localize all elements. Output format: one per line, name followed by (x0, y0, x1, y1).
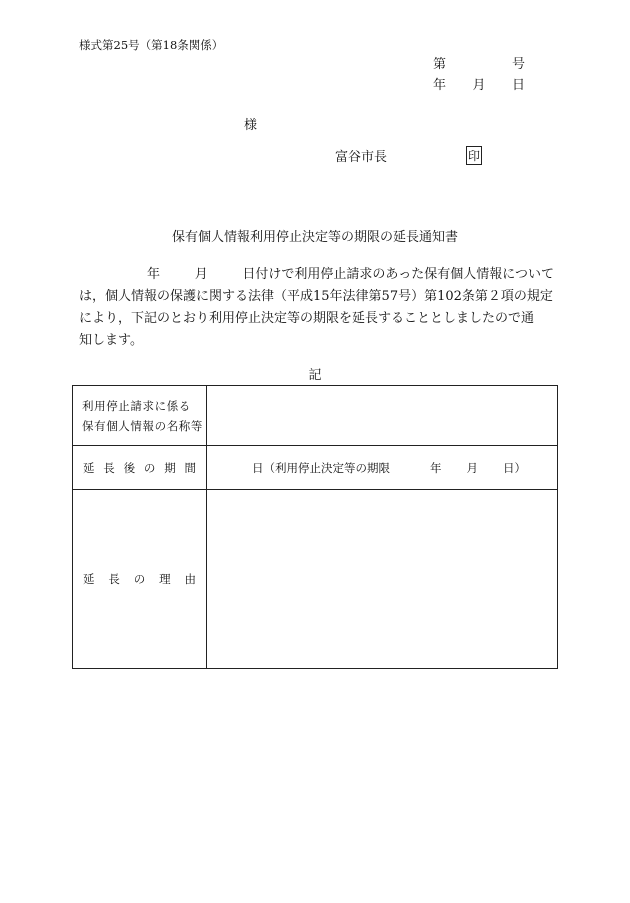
information-name-label-line1: 利用停止請求に係る (82, 398, 191, 413)
document-date-line (433, 79, 525, 92)
body-line3-text: により，下記のとおり利用停止決定等の期限を延長することとしましたので通 (79, 311, 535, 326)
ki-heading: 記 (308, 368, 322, 383)
body-line-1 (79, 264, 554, 286)
body-line-3 (79, 308, 554, 330)
notice-body (79, 264, 554, 352)
period-year: 年 (430, 460, 442, 475)
document-title: 保有個人情報利用停止決定等の期限の延長通知書 (171, 230, 458, 245)
sender-name: 富谷市長 (335, 150, 388, 165)
label-char: 理 (159, 572, 171, 586)
details-table (72, 385, 558, 669)
go-label: 号 (511, 57, 525, 72)
body-line1-text: 日付けで利用停止請求のあった保有個人情報について (242, 267, 554, 282)
body-month: 月 (194, 267, 208, 282)
body-line-4: 知します。 (79, 333, 143, 348)
table-row-information-name (73, 386, 558, 446)
label-char: 長 (108, 572, 120, 586)
period-day: 日） (503, 460, 526, 475)
label-char: 由 (184, 572, 196, 586)
label-char: 後 (123, 460, 136, 475)
label-char: 期 (164, 460, 176, 475)
information-name-label (73, 386, 207, 446)
month-label: 月 (472, 78, 486, 93)
table-row-reason (73, 490, 558, 669)
period-prefix: 日（利用停止決定等の期限 (252, 460, 390, 475)
reason-value (207, 490, 558, 669)
body-line-2 (79, 286, 554, 308)
year-label: 年 (433, 78, 447, 93)
label-char: の (143, 460, 156, 475)
label-char: 間 (184, 460, 196, 475)
dai-label: 第 (433, 57, 447, 72)
information-name-value (207, 386, 558, 446)
period-month: 月 (466, 460, 478, 475)
table-row-extended-period (73, 446, 558, 490)
extended-period-label (73, 446, 207, 490)
reason-label (73, 490, 207, 669)
label-char: 延 (83, 460, 95, 475)
seal-box: 印 (466, 146, 482, 165)
extended-period-value (207, 446, 558, 490)
body-line2-text: は，個人情報の保護に関する法律（平成15年法律第57号）第102条第２項の規定 (79, 289, 553, 304)
label-char: 長 (103, 460, 115, 475)
form-number: 様式第25号（第18条関係） (79, 38, 224, 52)
document-number-line (433, 58, 525, 71)
information-name-label-line2: 保有個人情報の名称等 (82, 418, 203, 433)
body-year: 年 (147, 267, 161, 282)
day-label: 日 (511, 78, 525, 93)
label-char: の (133, 572, 146, 586)
label-char: 延 (83, 572, 95, 586)
recipient-honorific: 様 (244, 118, 258, 133)
